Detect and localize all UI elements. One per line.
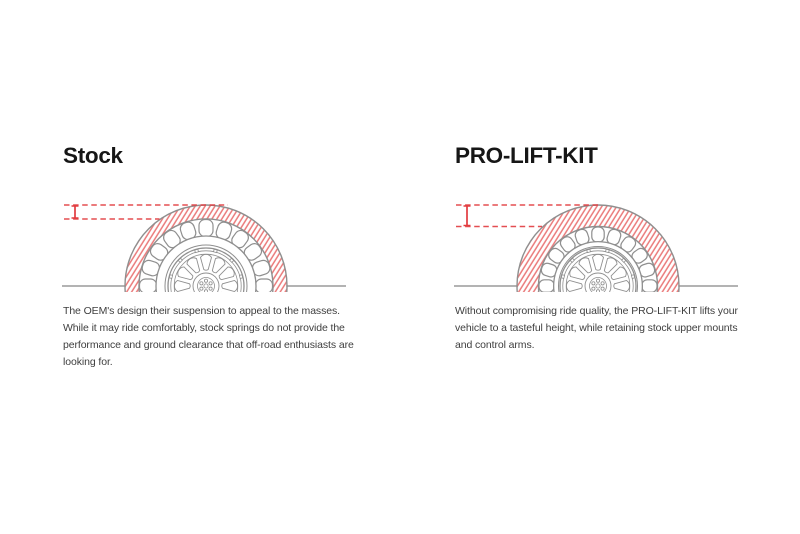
prolift-description: Without compromising ride quality, the PRO-LIFT-KIT lifts your vehicle to a tasteful height, while retaining stock upper mounts and control arms. — [455, 305, 738, 351]
clearance-dimension-marker — [464, 206, 471, 226]
prolift-wheel-illustration — [450, 192, 742, 296]
prolift-panel — [450, 0, 746, 534]
stock-description: The OEM's design their suspension to appeal to the masses. While it may ride comfortably, stock springs do not provide the performance and ground clearance that off-road enthusiasts are looking for. — [63, 305, 354, 368]
wheel-diagram — [450, 192, 742, 296]
wheel-diagram — [58, 192, 350, 296]
prolift-title: PRO-LIFT-KIT — [455, 143, 598, 168]
wheel-hub — [193, 273, 219, 296]
stock-title: Stock — [63, 143, 123, 168]
stock-panel — [58, 0, 354, 534]
wheel-hub — [585, 273, 611, 296]
clearance-dimension-marker — [72, 206, 79, 218]
stock-wheel-illustration — [58, 192, 350, 296]
